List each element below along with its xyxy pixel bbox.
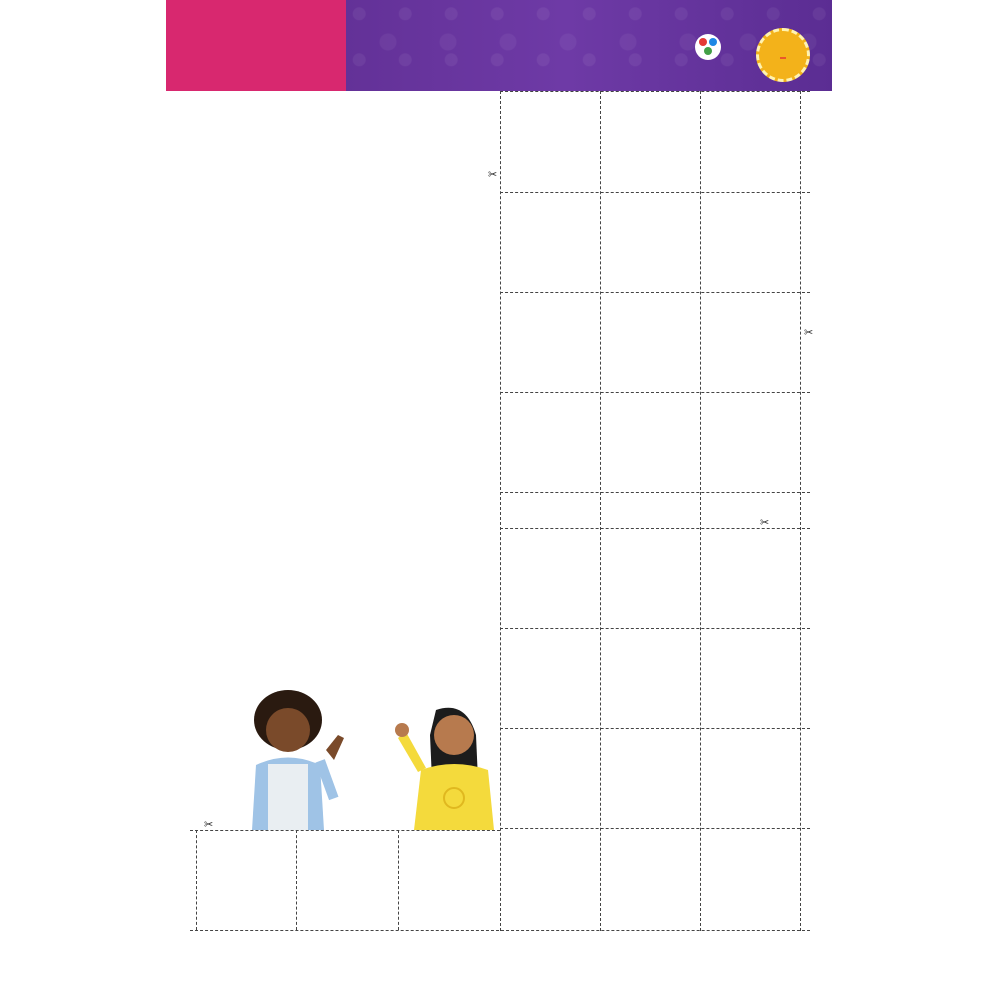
cut-line: [500, 828, 810, 829]
chico-character: [252, 690, 344, 830]
cut-line: [700, 91, 701, 931]
cut-line: [500, 192, 810, 193]
cut-line: [196, 830, 197, 930]
cut-line: [398, 830, 399, 930]
publisher-logo: [685, 34, 731, 63]
cut-line: [500, 392, 810, 393]
cut-line: [500, 728, 810, 729]
cut-line: [500, 492, 810, 493]
ciranda-logo-icon: [695, 34, 721, 60]
cut-line: [500, 91, 810, 92]
universo-maker-badge: [756, 28, 810, 82]
cut-line: [500, 292, 810, 293]
cut-line: [296, 830, 297, 930]
nina-character: [395, 708, 494, 830]
cut-line: [500, 628, 810, 629]
scissors-icon: ✂: [204, 819, 214, 831]
game-sheet: [166, 0, 832, 1000]
book-meta-box: [166, 0, 346, 91]
badge-line2: [780, 57, 786, 59]
cut-line: [600, 91, 601, 931]
characters-illustration: [206, 680, 506, 830]
cut-line: [800, 91, 801, 931]
cut-line: [190, 830, 500, 831]
instructions: [197, 112, 477, 119]
scissors-icon: ✂: [760, 517, 770, 529]
scissors-icon: ✂: [804, 327, 814, 339]
scissors-icon: ✂: [488, 169, 498, 181]
header-banner: [166, 0, 832, 91]
cut-line: [500, 91, 501, 931]
